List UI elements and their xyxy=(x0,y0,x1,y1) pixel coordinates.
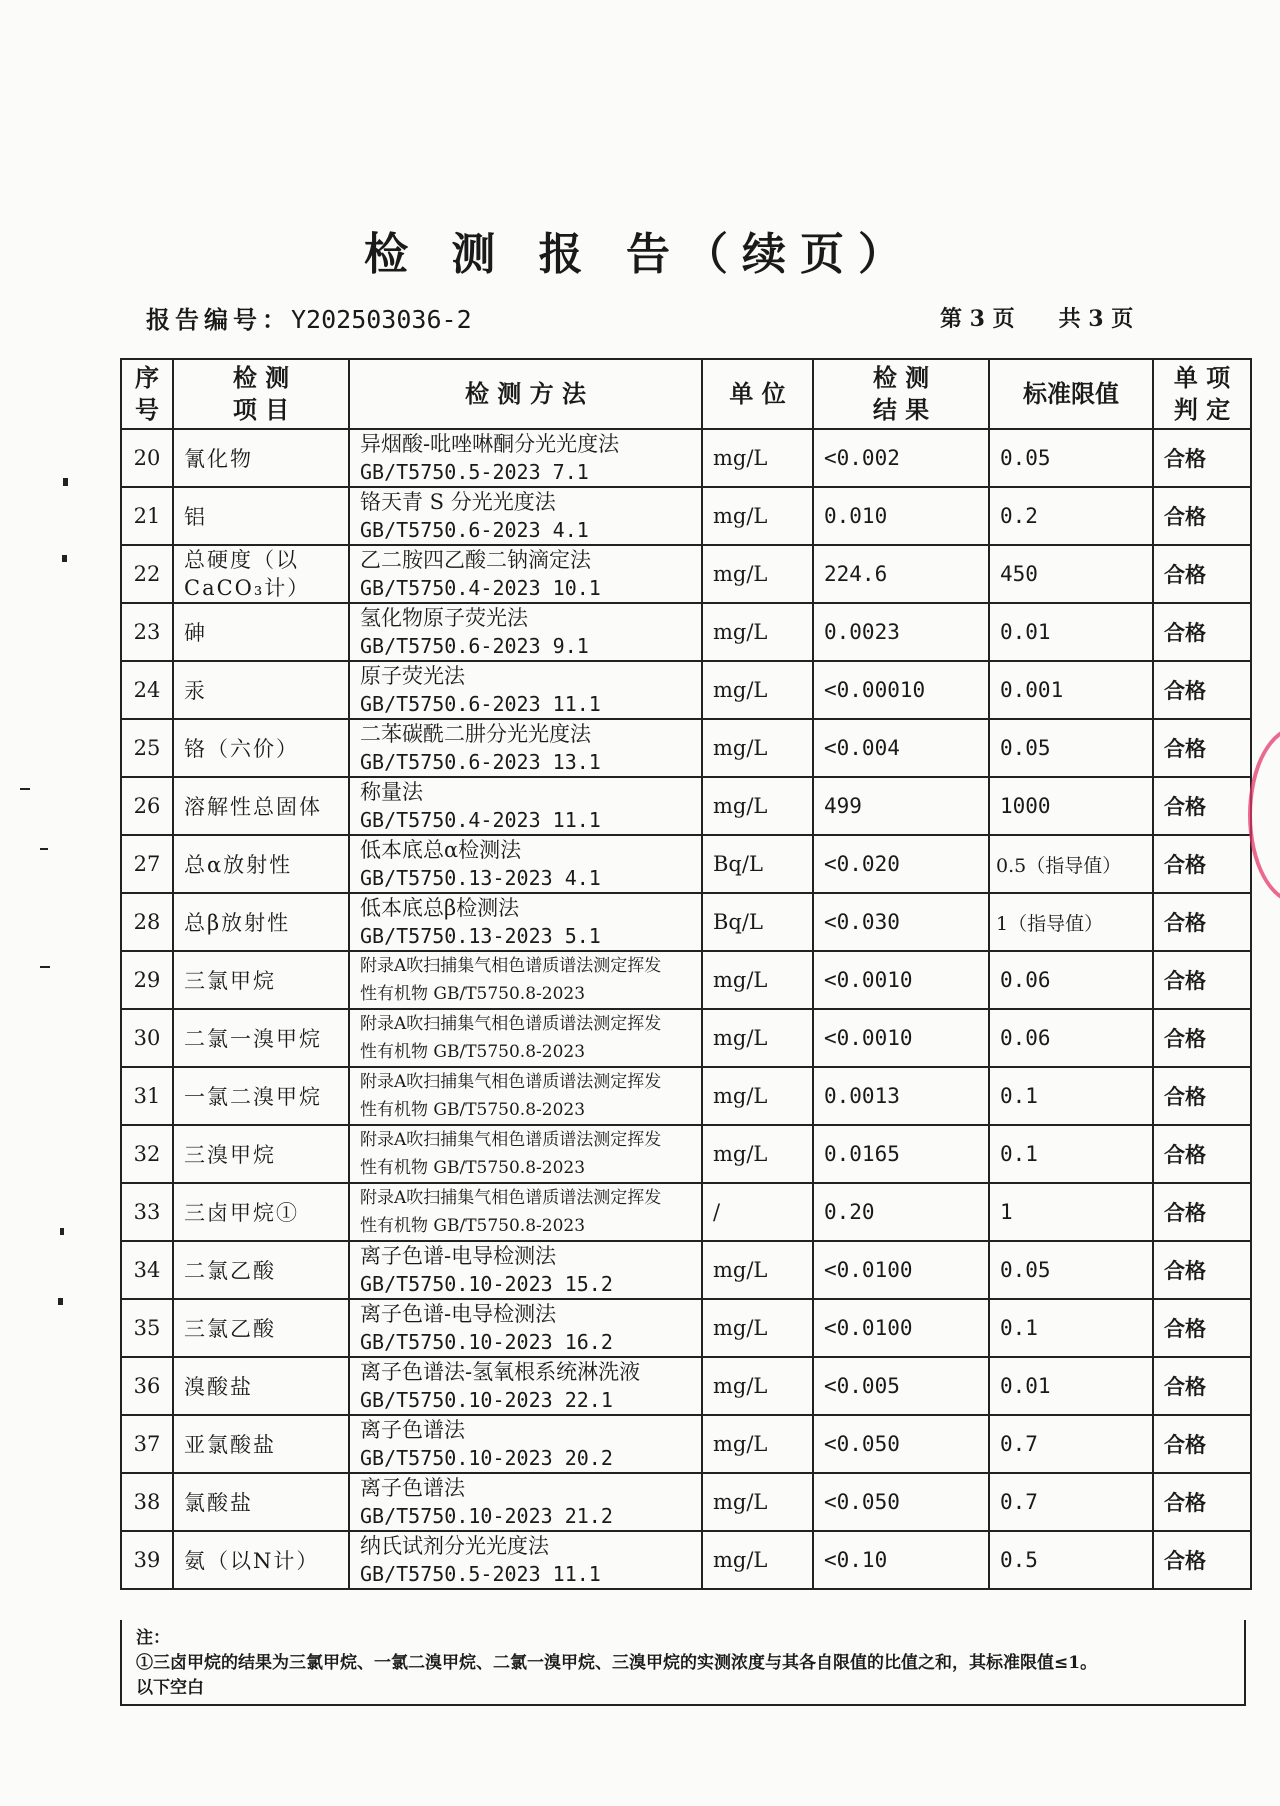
table-row xyxy=(121,1415,1251,1473)
cell-item: 亚氯酸盐 xyxy=(173,1415,349,1473)
report-number-label: 报告编号： xyxy=(146,305,291,334)
cell-unit: mg/L xyxy=(702,777,813,835)
cell-seq: 35 xyxy=(121,1299,173,1357)
cell-seq: 28 xyxy=(121,893,173,951)
cell-result: <0.0100 xyxy=(813,1241,989,1299)
cell-result: <0.050 xyxy=(813,1473,989,1531)
table-row xyxy=(121,1067,1251,1125)
cell-limit: 0.2 xyxy=(989,487,1153,545)
table-row xyxy=(121,1241,1251,1299)
cell-unit: mg/L xyxy=(702,1241,813,1299)
header-method: 检 测 方 法 xyxy=(349,359,702,429)
cell-method: 离子色谱法-氢氧根系统淋洗液 GB/T5750.10-2023 22.1 xyxy=(349,1357,702,1415)
cell-result: <0.020 xyxy=(813,835,989,893)
cell-method: 附录A吹扫捕集气相色谱质谱法测定挥发 性有机物 GB/T5750.8-2023 xyxy=(349,1125,702,1183)
cell-limit: 0.001 xyxy=(989,661,1153,719)
cell-unit: mg/L xyxy=(702,1531,813,1589)
cell-seq: 33 xyxy=(121,1183,173,1241)
header-result: 检 测 结 果 xyxy=(813,359,989,429)
cell-seq: 21 xyxy=(121,487,173,545)
cell-limit: 0.05 xyxy=(989,719,1153,777)
cell-limit: 1000 xyxy=(989,777,1153,835)
cell-item: 一氯二溴甲烷 xyxy=(173,1067,349,1125)
cell-unit: mg/L xyxy=(702,1067,813,1125)
cell-item: 氰化物 xyxy=(173,429,349,487)
cell-result: <0.00010 xyxy=(813,661,989,719)
cell-method: 纳氏试剂分光光度法 GB/T5750.5-2023 11.1 xyxy=(349,1531,702,1589)
cell-seq: 23 xyxy=(121,603,173,661)
cell-judge: 合格 xyxy=(1153,1241,1251,1299)
cell-unit: mg/L xyxy=(702,487,813,545)
cell-unit: mg/L xyxy=(702,1473,813,1531)
cell-unit: / xyxy=(702,1183,813,1241)
cell-limit: 1（指导值） xyxy=(989,893,1153,951)
cell-seq: 29 xyxy=(121,951,173,1009)
table-row xyxy=(121,487,1251,545)
cell-unit: Bq/L xyxy=(702,835,813,893)
cell-item: 三溴甲烷 xyxy=(173,1125,349,1183)
cell-result: <0.0010 xyxy=(813,951,989,1009)
table-row xyxy=(121,1357,1251,1415)
scan-speck xyxy=(40,848,48,850)
cell-unit: mg/L xyxy=(702,951,813,1009)
notes-box xyxy=(120,1620,1246,1706)
cell-unit: mg/L xyxy=(702,719,813,777)
cell-item: 氨（以N计） xyxy=(173,1531,349,1589)
scan-speck xyxy=(58,1298,63,1305)
cell-unit: mg/L xyxy=(702,1299,813,1357)
cell-unit: mg/L xyxy=(702,1125,813,1183)
scan-speck xyxy=(63,478,68,486)
cell-result: <0.005 xyxy=(813,1357,989,1415)
cell-limit: 0.06 xyxy=(989,1009,1153,1067)
cell-method: 异烟酸-吡唑啉酮分光光度法 GB/T5750.5-2023 7.1 xyxy=(349,429,702,487)
cell-seq: 22 xyxy=(121,545,173,603)
cell-result: 224.6 xyxy=(813,545,989,603)
cell-method: 乙二胺四乙酸二钠滴定法 GB/T5750.4-2023 10.1 xyxy=(349,545,702,603)
cell-seq: 34 xyxy=(121,1241,173,1299)
cell-judge: 合格 xyxy=(1153,1357,1251,1415)
cell-unit: mg/L xyxy=(702,661,813,719)
table-row xyxy=(121,1531,1251,1589)
cell-method: 二苯碳酰二肼分光光度法 GB/T5750.6-2023 13.1 xyxy=(349,719,702,777)
cell-method: 离子色谱法 GB/T5750.10-2023 21.2 xyxy=(349,1473,702,1531)
cell-item: 二氯一溴甲烷 xyxy=(173,1009,349,1067)
cell-seq: 37 xyxy=(121,1415,173,1473)
cell-item: 三氯甲烷 xyxy=(173,951,349,1009)
table-body xyxy=(121,429,1251,1589)
red-seal-stamp xyxy=(1248,726,1280,904)
cell-item: 汞 xyxy=(173,661,349,719)
header-limit: 标准限值 xyxy=(989,359,1153,429)
cell-seq: 32 xyxy=(121,1125,173,1183)
table-row xyxy=(121,777,1251,835)
header-unit: 单 位 xyxy=(702,359,813,429)
cell-result: 0.0013 xyxy=(813,1067,989,1125)
cell-item: 二氯乙酸 xyxy=(173,1241,349,1299)
table-row xyxy=(121,1299,1251,1357)
cell-seq: 38 xyxy=(121,1473,173,1531)
table-header-row xyxy=(121,359,1251,429)
cell-item: 溶解性总固体 xyxy=(173,777,349,835)
cell-judge: 合格 xyxy=(1153,487,1251,545)
cell-method: 氢化物原子荧光法 GB/T5750.6-2023 9.1 xyxy=(349,603,702,661)
cell-judge: 合格 xyxy=(1153,603,1251,661)
cell-judge: 合格 xyxy=(1153,1415,1251,1473)
cell-item: 总硬度（以CaCO₃计） xyxy=(173,545,349,603)
table-row xyxy=(121,719,1251,777)
cell-result: <0.004 xyxy=(813,719,989,777)
table-row xyxy=(121,1009,1251,1067)
cell-judge: 合格 xyxy=(1153,835,1251,893)
cell-limit: 0.5（指导值） xyxy=(989,835,1153,893)
cell-item: 总β放射性 xyxy=(173,893,349,951)
cell-limit: 0.01 xyxy=(989,603,1153,661)
cell-method: 铬天青 S 分光光度法 GB/T5750.6-2023 4.1 xyxy=(349,487,702,545)
cell-method: 附录A吹扫捕集气相色谱质谱法测定挥发 性有机物 GB/T5750.8-2023 xyxy=(349,1009,702,1067)
cell-seq: 39 xyxy=(121,1531,173,1589)
cell-limit: 450 xyxy=(989,545,1153,603)
cell-judge: 合格 xyxy=(1153,1125,1251,1183)
table-row xyxy=(121,545,1251,603)
cell-result: 499 xyxy=(813,777,989,835)
table-row xyxy=(121,1125,1251,1183)
table-row xyxy=(121,893,1251,951)
cell-unit: mg/L xyxy=(702,1009,813,1067)
cell-seq: 36 xyxy=(121,1357,173,1415)
cell-judge: 合格 xyxy=(1153,1009,1251,1067)
cell-judge: 合格 xyxy=(1153,1531,1251,1589)
cell-unit: mg/L xyxy=(702,1357,813,1415)
scan-speck xyxy=(62,555,67,562)
page-info xyxy=(940,302,1133,333)
cell-limit: 0.05 xyxy=(989,429,1153,487)
cell-judge: 合格 xyxy=(1153,1183,1251,1241)
cell-limit: 1 xyxy=(989,1183,1153,1241)
cell-limit: 0.5 xyxy=(989,1531,1153,1589)
cell-method: 离子色谱-电导检测法 GB/T5750.10-2023 16.2 xyxy=(349,1299,702,1357)
table-row xyxy=(121,603,1251,661)
cell-judge: 合格 xyxy=(1153,951,1251,1009)
cell-result: <0.0010 xyxy=(813,1009,989,1067)
cell-judge: 合格 xyxy=(1153,429,1251,487)
cell-method: 低本底总β检测法 GB/T5750.13-2023 5.1 xyxy=(349,893,702,951)
cell-item: 三卤甲烷① xyxy=(173,1183,349,1241)
cell-method: 附录A吹扫捕集气相色谱质谱法测定挥发 性有机物 GB/T5750.8-2023 xyxy=(349,1067,702,1125)
notes-label: 注： xyxy=(136,1628,170,1648)
page-current: 第 3 页 xyxy=(940,306,1015,332)
scan-speck xyxy=(20,788,30,790)
cell-method: 离子色谱法 GB/T5750.10-2023 20.2 xyxy=(349,1415,702,1473)
scan-speck xyxy=(40,966,50,968)
cell-method: 附录A吹扫捕集气相色谱质谱法测定挥发 性有机物 GB/T5750.8-2023 xyxy=(349,1183,702,1241)
cell-method: 原子荧光法 GB/T5750.6-2023 11.1 xyxy=(349,661,702,719)
header-item: 检 测 项 目 xyxy=(173,359,349,429)
cell-judge: 合格 xyxy=(1153,1067,1251,1125)
cell-result: <0.10 xyxy=(813,1531,989,1589)
cell-limit: 0.05 xyxy=(989,1241,1153,1299)
cell-item: 总α放射性 xyxy=(173,835,349,893)
cell-seq: 25 xyxy=(121,719,173,777)
cell-seq: 20 xyxy=(121,429,173,487)
cell-result: 0.0023 xyxy=(813,603,989,661)
cell-limit: 0.7 xyxy=(989,1473,1153,1531)
cell-unit: mg/L xyxy=(702,545,813,603)
results-table xyxy=(120,358,1252,1590)
cell-result: <0.050 xyxy=(813,1415,989,1473)
cell-unit: mg/L xyxy=(702,1415,813,1473)
cell-result: <0.002 xyxy=(813,429,989,487)
table-row xyxy=(121,661,1251,719)
cell-item: 氯酸盐 xyxy=(173,1473,349,1531)
notes-line-2: 以下空白 xyxy=(136,1678,204,1698)
cell-item: 砷 xyxy=(173,603,349,661)
cell-result: 0.010 xyxy=(813,487,989,545)
cell-judge: 合格 xyxy=(1153,1473,1251,1531)
cell-item: 三氯乙酸 xyxy=(173,1299,349,1357)
cell-seq: 30 xyxy=(121,1009,173,1067)
cell-result: <0.0100 xyxy=(813,1299,989,1357)
cell-seq: 31 xyxy=(121,1067,173,1125)
cell-limit: 0.1 xyxy=(989,1067,1153,1125)
cell-result: 0.0165 xyxy=(813,1125,989,1183)
cell-seq: 26 xyxy=(121,777,173,835)
cell-limit: 0.06 xyxy=(989,951,1153,1009)
cell-method: 低本底总α检测法 GB/T5750.13-2023 4.1 xyxy=(349,835,702,893)
table-row xyxy=(121,835,1251,893)
table-row xyxy=(121,951,1251,1009)
cell-seq: 27 xyxy=(121,835,173,893)
cell-unit: mg/L xyxy=(702,603,813,661)
cell-result: <0.030 xyxy=(813,893,989,951)
page-total: 共 3 页 xyxy=(1058,306,1134,332)
cell-method: 称量法 GB/T5750.4-2023 11.1 xyxy=(349,777,702,835)
header-seq: 序 号 xyxy=(121,359,173,429)
cell-seq: 24 xyxy=(121,661,173,719)
cell-limit: 0.1 xyxy=(989,1125,1153,1183)
cell-judge: 合格 xyxy=(1153,893,1251,951)
cell-limit: 0.01 xyxy=(989,1357,1153,1415)
cell-judge: 合格 xyxy=(1153,719,1251,777)
cell-result: 0.20 xyxy=(813,1183,989,1241)
cell-judge: 合格 xyxy=(1153,545,1251,603)
table-row xyxy=(121,429,1251,487)
cell-item: 铬（六价） xyxy=(173,719,349,777)
report-number-value: Y202503036-2 xyxy=(291,305,472,334)
report-number xyxy=(146,300,472,335)
table-row xyxy=(121,1473,1251,1531)
cell-method: 离子色谱-电导检测法 GB/T5750.10-2023 15.2 xyxy=(349,1241,702,1299)
cell-item: 铝 xyxy=(173,487,349,545)
cell-unit: mg/L xyxy=(702,429,813,487)
cell-judge: 合格 xyxy=(1153,1299,1251,1357)
cell-limit: 0.7 xyxy=(989,1415,1153,1473)
cell-method: 附录A吹扫捕集气相色谱质谱法测定挥发 性有机物 GB/T5750.8-2023 xyxy=(349,951,702,1009)
scan-speck xyxy=(60,1228,64,1235)
table-row xyxy=(121,1183,1251,1241)
cell-judge: 合格 xyxy=(1153,777,1251,835)
cell-judge: 合格 xyxy=(1153,661,1251,719)
cell-item: 溴酸盐 xyxy=(173,1357,349,1415)
report-title: 检 测 报 告（续页） xyxy=(364,229,916,280)
notes-line-1: ①三卤甲烷的结果为三氯甲烷、一氯二溴甲烷、二氯一溴甲烷、三溴甲烷的实测浓度与其各自限值的比值之和，其标准限值≤1。 xyxy=(136,1653,1098,1673)
cell-limit: 0.1 xyxy=(989,1299,1153,1357)
cell-unit: Bq/L xyxy=(702,893,813,951)
header-judge: 单 项 判 定 xyxy=(1153,359,1251,429)
